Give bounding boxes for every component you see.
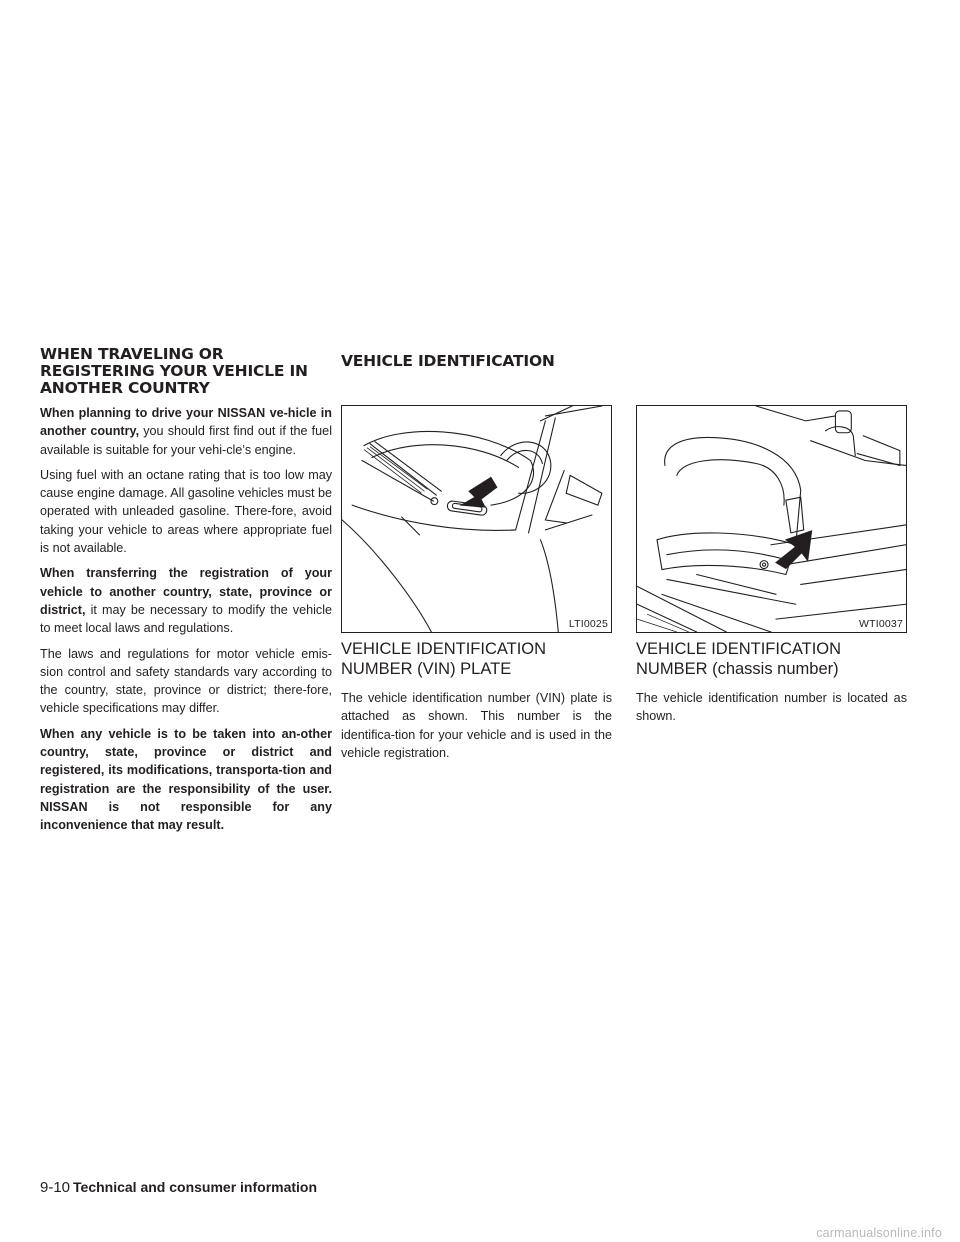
vin-plate-text-column [341, 640, 612, 769]
chassis-number-drawing [637, 406, 906, 632]
chassis-number-illustration [636, 405, 907, 633]
chassis-heading: VEHICLE IDENTIFICATION NUMBER (chassis number) [636, 640, 842, 678]
page-number: 9-10 [40, 1179, 71, 1196]
figure-code-chassis: WTI0037 [859, 618, 903, 630]
watermark-text: carmanualsonline.info [816, 1226, 942, 1240]
vin-plate-drawing [342, 406, 611, 632]
chassis-description: The vehicle identification number is located as shown. [636, 691, 907, 724]
section-heading-traveling: WHEN TRAVELING OR REGISTERING YOUR VEHICLE IN ANOTHER COUNTRY [40, 345, 308, 397]
page-footer [40, 1179, 317, 1196]
paragraph-5: When any vehicle is to be taken into an-other country, state, province or district and registered, its modifications, transporta-tion and registration are the responsibility of the user. NISSAN is not responsible for any inconvenience that may result. [40, 726, 332, 833]
figure-code-vin-plate: LTI0025 [568, 618, 608, 630]
vin-plate-heading: VEHICLE IDENTIFICATION NUMBER (VIN) PLATE [341, 640, 547, 678]
paragraph-2: Using fuel with an octane rating that is too low may cause engine damage. All gasoline vehicles must be operated with unleaded gasoline. There-fore, avoid taking your vehicle to areas where appropriate fuel is not available. [40, 467, 332, 556]
paragraph-3: When transferring the registration of your vehicle to another country, state, province or district, it may be necessary to modify the vehicle to meet local laws and regulations. [40, 566, 332, 636]
paragraph-1: When planning to drive your NISSAN ve-hicle in another country, you should first find out if the fuel available is suitable for your vehi-cle’s engine. [40, 406, 332, 457]
footer-section-title: Technical and consumer information [73, 1179, 318, 1195]
traveling-text-column [40, 404, 332, 842]
paragraph-4: The laws and regulations for motor vehicle emis-sion control and safety standards vary according to the country, state, province or district; there-fore, vehicle specifications may differ. [40, 646, 332, 716]
chassis-text-column [636, 640, 907, 733]
vin-plate-illustration [341, 405, 612, 633]
section-heading-vehicle-identification: VEHICLE IDENTIFICATION [341, 352, 555, 370]
vin-plate-description: The vehicle identification number (VIN) plate is attached as shown. This number is the identifica-tion for your vehicle and is used in the vehicle registration. [341, 691, 612, 760]
